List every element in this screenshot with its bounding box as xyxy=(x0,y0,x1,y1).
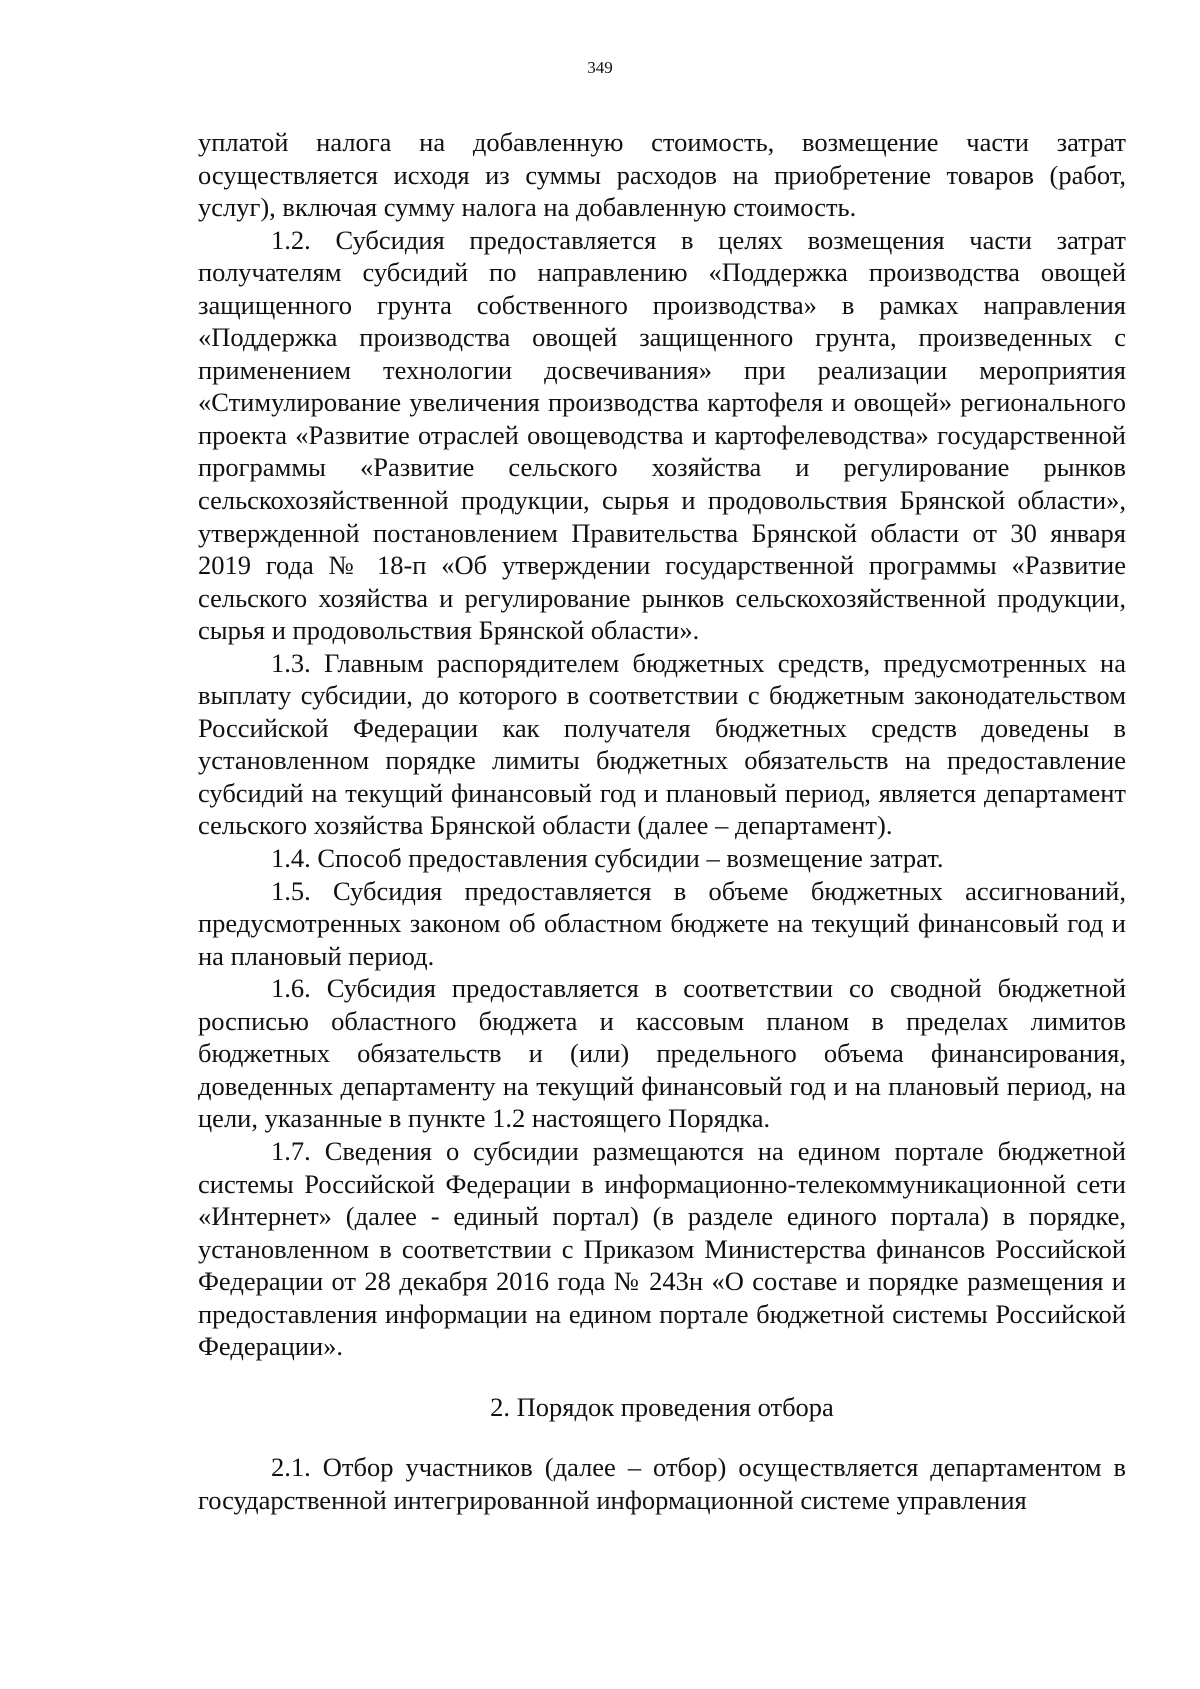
paragraph-p1-2: 1.2. Субсидия предоставляется в целях возмещения части затрат получателям субсидий по направлению «Поддержка производства овощей защищенного грунта собственного производства» в рамках направления «Поддержка производства овощей защищенного грунта, произведенных с применением технологии досвечивания» при реализации мероприятия «Стимулирование увеличения производства картофеля и овощей» регионального проекта «Развитие отраслей овощеводства и картофелеводства» государственной программы «Развитие сельского хозяйства и регулирование рынков сельскохозяйственной продукции, сырья и продовольствия Брянской области», утвержденной постановлением Правительства Брянской области от 30 января 2019 года № 18-п «Об утверждении государственной программы «Развитие сельского хозяйства и регулирование рынков сельскохозяйственной продукции, сырья и продовольствия Брянской области». xyxy=(198,224,1126,646)
paragraph-p1-7: 1.7. Сведения о субсидии размещаются на едином портале бюджетной системы Российской Федерации в информационно-телекоммуникационной сети «Интернет» (далее - единый портал) (в разделе единого портала) в порядке, установленном в соответствии с Приказом Министерства финансов Российской Федерации от 28 декабря 2016 года № 243н «О составе и порядке размещения и предоставления информации на едином портале бюджетной системы Российской Федерации». xyxy=(198,1135,1126,1362)
paragraph-continuation: уплатой налога на добавленную стоимость, возмещение части затрат осуществляется исходя из суммы расходов на приобретение товаров (работ, услуг), включая сумму налога на добавленную стоимость. xyxy=(198,127,1126,223)
paragraph-p1-3: 1.3. Главным распорядителем бюджетных средств, предусмотренных на выплату субсидии, до которого в соответствии с бюджетным законодательством Российской Федерации как получателя бюджетных средств доведены в установленном порядке лимиты бюджетных обязательств на предоставление субсидий на текущий финансовый год и плановый период, является департамент сельского хозяйства Брянской области (далее – департамент). xyxy=(198,647,1126,841)
paragraph-p1-6: 1.6. Субсидия предоставляется в соответствии со сводной бюджетной росписью областного бюджета и кассовым планом в пределах лимитов бюджетных обязательств и (или) предельного объема финансирования, доведенных департаменту на текущий финансовый год и на плановый период, на цели, указанные в пункте 1.2 настоящего Порядка. xyxy=(198,973,1126,1134)
paragraph-p1-4: 1.4. Способ предоставления субсидии – возмещение затрат. xyxy=(271,843,944,874)
document-body xyxy=(198,126,1126,1516)
spacer xyxy=(198,1423,1126,1451)
paragraphs-section-2 xyxy=(198,1451,1126,1516)
section-heading: 2. Порядок проведения отбора xyxy=(490,1391,834,1422)
page-number: 349 xyxy=(587,58,613,77)
spacer xyxy=(198,1363,1126,1391)
paragraph-p2-1: 2.1. Отбор участников (далее – отбор) осуществляется департаментом в государственной интегрированной информационной системе управления xyxy=(198,1452,1126,1515)
paragraphs-section-1 xyxy=(198,126,1126,1363)
paragraph-p1-5: 1.5. Субсидия предоставляется в объеме бюджетных ассигнований, предусмотренных законом об областном бюджете на текущий финансовый год и на плановый период. xyxy=(198,875,1126,971)
